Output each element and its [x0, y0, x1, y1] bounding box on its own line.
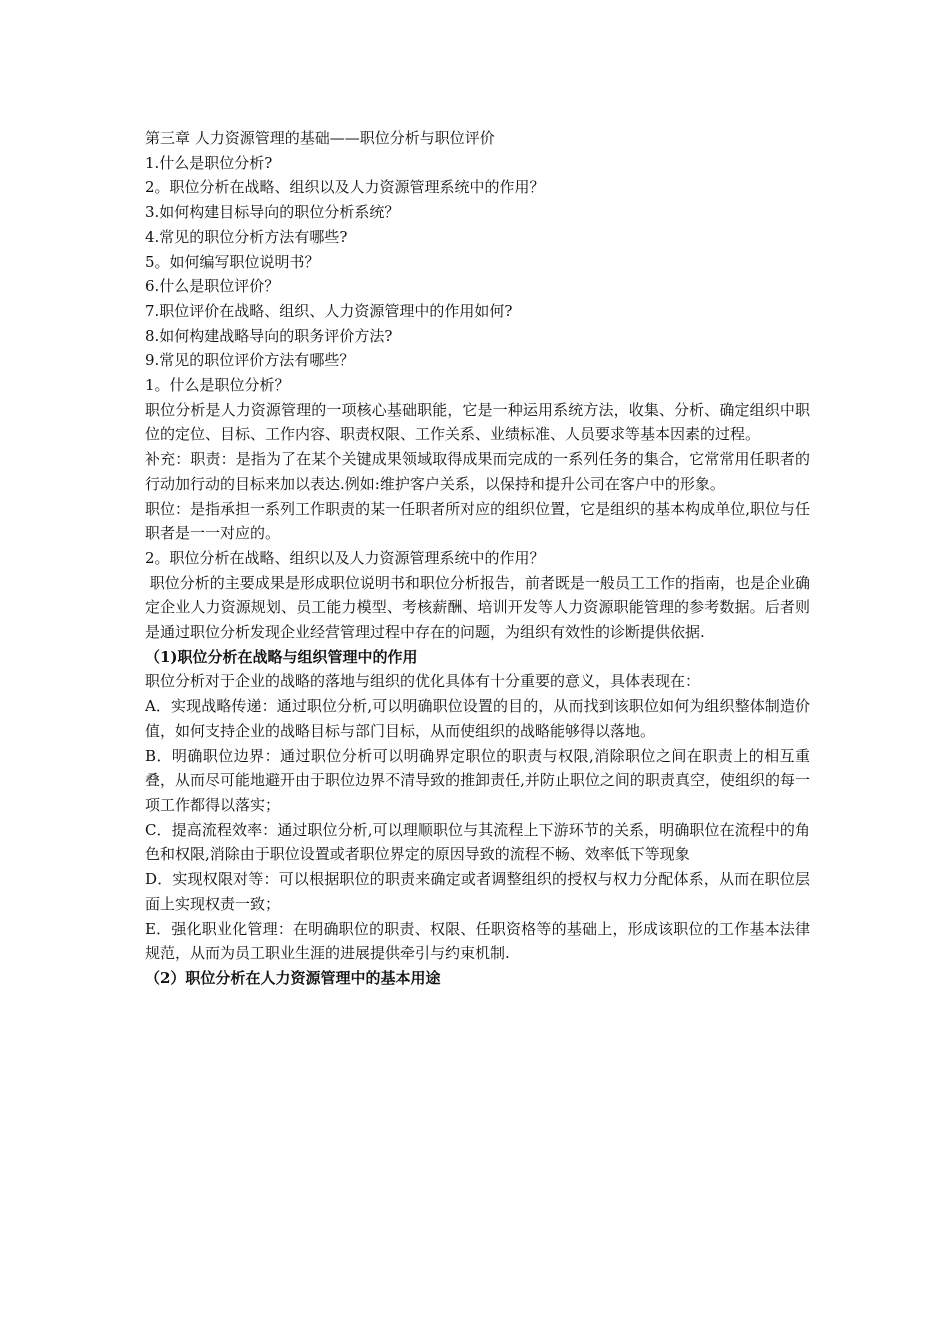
- item-e: E．强化职业化管理：在明确职位的职责、权限、任职资格等的基础上，形成该职位的工作基本法律规范，从而为员工职业生涯的进展提供牵引与约束机制.: [145, 919, 810, 963]
- item-d: D．实现权限对等：可以根据职位的职责来确定或者调整组织的授权与权力分配体系，从而在职位层面上实现权责一致；: [145, 870, 810, 913]
- section-1-position-paragraph: 职位：是指承担一系列工作职责的某一任职者所对应的组织位置，它是组织的基本构成单位,职位与任职者是一一对应的。: [145, 499, 810, 543]
- subsection-1-heading: （1)职位分析在战略与组织管理中的作用: [145, 647, 418, 666]
- question-8: 8.如何构建战略导向的职务评价方法?: [145, 326, 393, 345]
- question-1: 1.什么是职位分析?: [145, 153, 273, 172]
- question-9: 9.常见的职位评价方法有哪些？: [145, 351, 355, 370]
- question-7: 7.职位评价在战略、组织、人力资源管理中的作用如何?: [145, 301, 513, 320]
- section-2-paragraph: 职位分析的主要成果是形成职位说明书和职位分析报告，前者既是一般员工工作的指南，也是企业确定企业人力资源规划、员工能力模型、考核薪酬、培训开发等人力资源职能管理的参考数据。后者则是通过职位分析发现企业经营管理过程中存在的问题，为组织有效性的诊断提供依据.: [145, 573, 810, 642]
- question-6: 6.什么是职位评价？: [145, 277, 280, 296]
- section-1-heading: 1。什么是职位分析？: [145, 376, 290, 395]
- item-a: A．实现战略传递：通过职位分析,可以明确职位设置的目的，从而找到该职位如何为组织整体制造价值，如何支持企业的战略目标与部门目标，从而使组织的战略能够得以落地。: [145, 697, 810, 740]
- question-5: 5。如何编写职位说明书？: [145, 252, 320, 271]
- question-3: 3.如何构建目标导向的职位分析系统？: [145, 203, 400, 222]
- chapter-title: 第三章 人力资源管理的基础——职位分析与职位评价: [145, 129, 495, 147]
- question-4: 4.常见的职位分析方法有哪些?: [145, 227, 348, 246]
- item-c: C．提高流程效率：通过职位分析,可以理顺职位与其流程上下游环节的关系，明确职位在流程中的角色和权限,消除由于职位设置或者职位界定的原因导致的流程不畅、效率低下等现象: [145, 820, 810, 864]
- section-2-heading: 2。职位分析在战略、组织以及人力资源管理系统中的作用？: [145, 548, 545, 567]
- question-2: 2。职位分析在战略、组织以及人力资源管理系统中的作用？: [145, 178, 545, 197]
- subsection-1-intro: 职位分析对于企业的战略的落地与组织的优化具体有十分重要的意义，具体表现在：: [145, 672, 701, 691]
- item-b: B．明确职位边界：通过职位分析可以明确界定职位的职责与权限,消除职位之间在职责上的相互重叠，从而尽可能地避开由于职位边界不清导致的推卸责任,并防止职位之间的职责真空，使组织的每一项工作都得以落实；: [145, 746, 810, 814]
- section-1-supplement-paragraph: 补充：职责：是指为了在某个关键成果领域取得成果而完成的一系列任务的集合，它常常用任职者的行动加行动的目标来加以表达.例如:维护客户关系，以保持和提升公司在客户中的形象。: [145, 450, 810, 493]
- subsection-2-heading: （2）职位分析在人力资源管理中的基本用途: [145, 968, 441, 987]
- section-1-definition-paragraph: 职位分析是人力资源管理的一项核心基础职能，它是一种运用系统方法，收集、分析、确定组织中职位的定位、目标、工作内容、职责权限、工作关系、业绩标准、人员要求等基本因素的过程。: [145, 400, 810, 444]
- document-page: [145, 126, 810, 991]
